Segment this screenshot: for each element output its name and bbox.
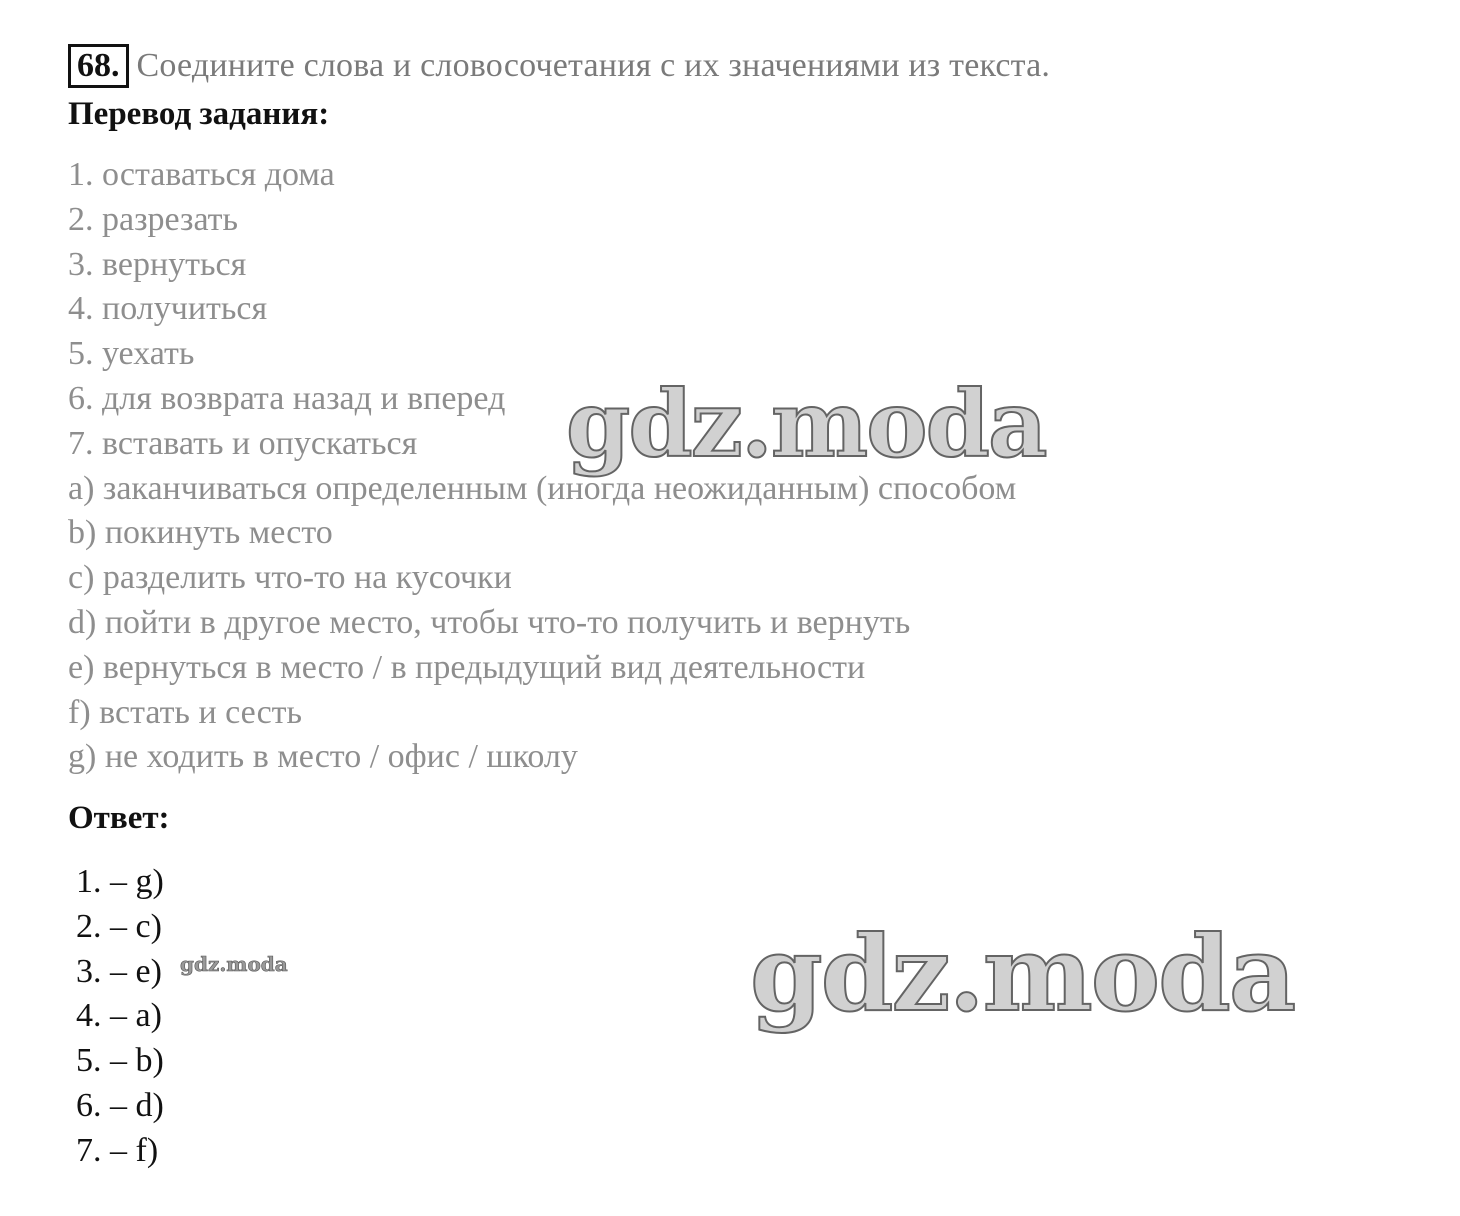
translation-line: g) не ходить в место / офис / школу [68,738,578,776]
translation-line: 2. разрезать [68,200,239,238]
translation-line: e) вернуться в место / в предыдущий вид деятельности [68,648,866,686]
translation-line: 4. получиться [68,290,268,328]
translation-line: a) заканчиваться определенным (иногда неожиданным) способом [68,469,1017,507]
watermark-logo: gdz.moda [180,952,288,976]
answer-item: 6. – d) [76,1086,164,1124]
answer-list [76,860,164,1174]
answer-item: 1. – g) [76,863,164,900]
translation-line: 1. оставаться дома [68,156,335,193]
task-header [68,44,1050,88]
answer-item: 7. – f) [76,1131,159,1169]
translation-title: Перевод задания: [68,96,330,132]
translation-line: 6. для возврата назад и вперед [68,379,506,417]
translation-line: c) разделить что-то на кусочки [68,559,512,597]
translation-line: 3. вернуться [68,245,247,283]
answer-item: 4. – a) [76,997,162,1035]
task-instruction: Соедините слова и словосочетания с их значениями из текста. [136,47,1051,84]
translation-line: 5. уехать [68,335,195,373]
translation-line: f) встать и сесть [68,693,303,731]
watermark-logo: gdz.moda [750,912,1295,1035]
watermark-logo: gdz.moda [566,370,1046,478]
translation-line: 7. вставать и опускаться [68,424,418,462]
translation-line: b) покинуть место [68,514,333,552]
answer-item: 5. – b) [76,1042,164,1080]
answer-item: 3. – e) [76,952,162,990]
task-number: 68. [68,44,129,88]
translation-line: d) пойти в другое место, чтобы что-то получить и вернуть [68,603,911,641]
answer-item: 2. – c) [76,907,162,945]
translation-list [68,153,1016,780]
answer-title: Ответ: [68,800,170,836]
